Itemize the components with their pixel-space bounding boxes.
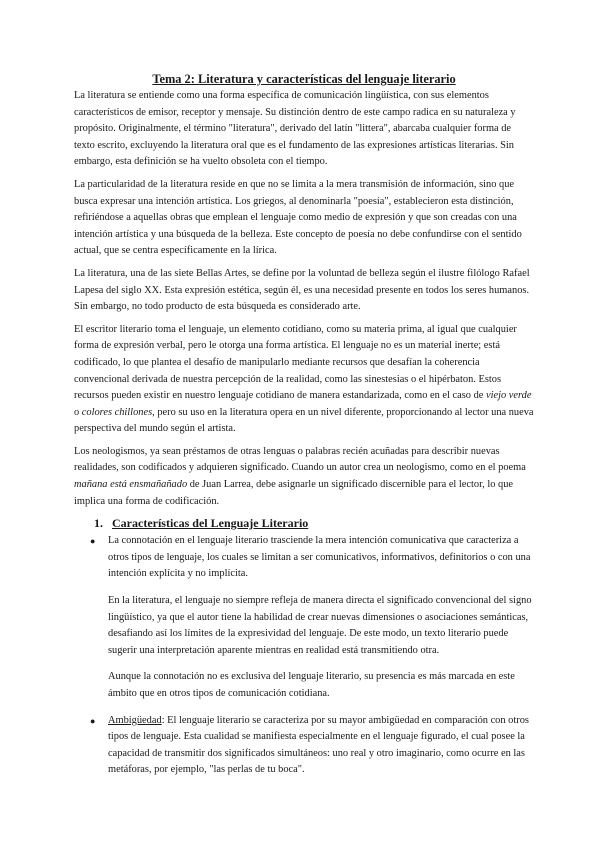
paragraph-text: El escritor literario toma el lenguaje, un elemento cotidiano, como su materia prima, al igual que cualquier forma de expresión verbal, pero le otorga una forma artística. El lenguaje no es un material inerte; está codificado, lo que plantea el desafío de manipularlo mediante recursos que desafían la coherencia convencional derivada de nuestra percepción de la realidad, como las sinestesias o el hipérbaton. Estos recursos pueden existir en nuestro lenguaje cotidiano de manera estandarizada, como en el caso de — [74, 323, 517, 402]
section-number: 1. — [94, 516, 103, 531]
paragraph-literary-language — [74, 322, 534, 438]
bullet-marker: ● — [90, 715, 96, 726]
bullet-text: La connotación en el lenguaje literario trasciende la mera intención comunicativa que caracteriza a otros tipos de lenguaje, los cuales se limitan a ser comunicativos, informativos, definitorios o con una intención explícita y no implícita. — [108, 535, 531, 580]
paragraph-artistic-intention: La particularidad de la literatura reside en que no se limita a la mera transmisión de información, sino que busca expresar una intención artística. Los griegos, al denominarla "poesía", establecieron esta distinción, refiriéndose a aquellas obras que emplean el lenguaje como medio de expresión y que son creadas con una intención artística y una búsqueda de la belleza. Este concepto de poesía no debe confundirse con el sentido actual, que se centra específicamente en la lírica. — [74, 178, 522, 257]
bullet-marker: ● — [90, 536, 96, 547]
paragraph-text: de Juan Larrea, debe asignarle un significado discernible para el lector, lo que implica una forma de codificación. — [74, 479, 514, 507]
example-viejo-verde: viejo verde — [486, 390, 532, 402]
term-ambiguedad: Ambigüedad — [108, 714, 162, 726]
paragraph-text: Los neologismos, ya sean préstamos de otras lenguas o palabras recién acuñadas para describir nuevas realidades, son codificados y adquieren significado. Cuando un autor crea un neologismo, como en el poema — [74, 445, 526, 474]
bullet-item-ambiguity — [90, 713, 534, 779]
paragraph-neologisms — [74, 444, 534, 510]
example-colores-chillones: colores chillones — [81, 406, 153, 418]
bullet-text — [108, 713, 534, 779]
document-title: Tema 2: Literatura y características del lenguaje literario — [152, 72, 456, 86]
bullet-subparagraph: Aunque la connotación no es exclusiva del lenguaje literario, su presencia es más marcada en este ámbito que en otros tipos de comunicación cotidiana. — [108, 671, 515, 699]
paragraph-text: , pero su uso en la literatura opera en un nivel diferente, proporcionando al lector una nueva perspectiva del mundo según el artista. — [74, 406, 534, 435]
bullet-body: : El lenguaje literario se caracteriza por su mayor ambigüedad en comparación con otros tipos de lenguaje. Esta cualidad se manifiesta especialmente en el lenguaje figurado, el cual posee la capacidad de transmitir dos significados simultáneos: uno real y otro imaginario, como ocurre en las metáforas, por ejemplo, "las perlas de tu boca". — [108, 714, 529, 776]
bullet-list — [74, 533, 534, 779]
paragraph-literature-definition: La literatura se entiende como una forma específica de comunicación lingüística, con sus elementos característicos de emisor, receptor y mensaje. Su distinción dentro de este campo radica en su naturaleza y propósito. Originalmente, el término "literatura", derivado del latín "littera", abarcaba cualquier forma de texto escrito, excluyendo la literatura oral que es el fundamento de las expresiones artísticas literarias. Sin embargo, esta definición se ha vuelto obsoleta con el tiempo. — [74, 90, 516, 168]
bullet-item-connotation — [90, 533, 534, 702]
poem-title: mañana está ensmañañado — [74, 479, 188, 491]
bullet-subparagraph: En la literatura, el lenguaje no siempre refleja de manera directa el significado convencional del signo lingüístico, ya que el autor tiene la habilidad de crear nuevas dimensiones o asociaciones semánticas, desafiando así los límites de la expresividad del lenguaje. De este modo, un texto literario puede sugerir una interpretación aparente mientras en realidad está transmitiendo otra. — [108, 595, 532, 656]
paragraph-fine-arts: La literatura, una de las siete Bellas Artes, se define por la voluntad de belleza según el ilustre filólogo Rafael Lapesa del siglo XX. Esta expresión estética, según él, es una necesidad presente en todos los seres humanos. Sin embargo, no todo producto de esta búsqueda es considerado arte. — [74, 267, 530, 313]
paragraph-text: o — [74, 406, 82, 418]
section-heading — [94, 516, 534, 531]
section-title: Características del Lenguaje Literario — [112, 516, 309, 531]
